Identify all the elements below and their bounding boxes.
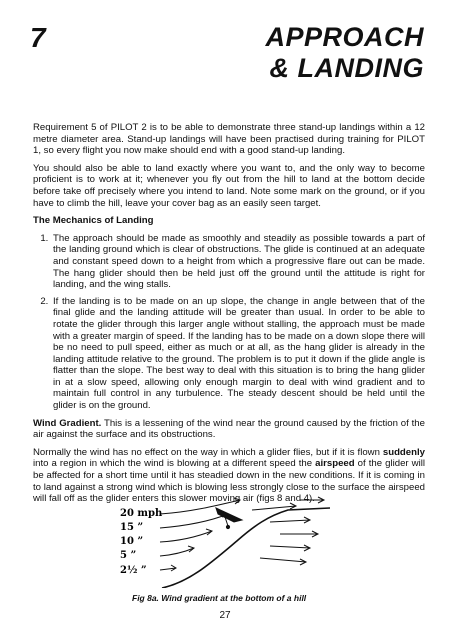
body-text <box>33 122 425 511</box>
wind-arrows <box>160 497 324 571</box>
term-wind-gradient: Wind Gradient. <box>33 417 102 429</box>
chapter-number: 7 <box>30 22 46 53</box>
speed-label: 15 ” <box>120 522 144 533</box>
speed-label: 2½ ” <box>120 565 147 576</box>
numbered-list <box>33 233 425 412</box>
wind-gradient-definition: This is a lessening of the wind near the ground caused by the friction of the air against the surface and its obstructions. <box>33 417 425 441</box>
wind-gradient-figure <box>120 496 330 588</box>
paragraph-accuracy: You should also be able to land exactly where you want to, and the only way to become proficient is to work at it; whenever you fly out from the hill to land at the bottom decide before take off precisely where you intend to land. Note some mark on the ground, or if you have to climb the hill, leave your cover bag as an easily seen target. <box>33 162 425 209</box>
section-heading: The Mechanics of Landing <box>33 215 154 227</box>
chapter-title-line1: APPROACH <box>265 22 424 52</box>
list-item: 1. The approach should be made as smoothly and steadily as possible towards a part of the landing ground which is clear of obstructions. The glide is continued at an adequate and constant speed down to a height from which a progressive flare out can be made. The hang glider should then be held just off the ground until the attitude is right for landing, and the wing stalls. <box>51 233 425 291</box>
speed-label: 10 ” <box>120 536 144 547</box>
text-span: Normally the wind has no effect on the way in which a glider flies, but if it is flown <box>33 446 383 458</box>
figure-caption: Fig 8a. Wind gradient at the bottom of a hill <box>132 593 307 603</box>
text-span: of the glider will be affected for a short time until it has steadied down in the new conditions. If it is coming in to land against a strong wind which is blowing less strongly close to the surface the airspeed will fall off as the glider enters this slower moving air (figs 8 and 4). <box>33 458 425 505</box>
hang-glider-icon <box>216 508 242 529</box>
page-number: 27 <box>219 610 231 621</box>
chapter-title-line2: & LANDING <box>269 53 424 83</box>
list-item: 2. If the landing is to be made on an up slope, the change in angle between that of the final glide and the landing attitude will be greater than usual. In order to be able to rotate the glider through this larger angle without stalling, the approach must be made with a greater margin of speed. If the landing has to be made on a down slope there will be no need to pull speed, either as much or at all, as the hang glider is already in the landing attitude relative to the ground. The problem is to put it down if the glide angle is flatter than the slope. The best way to deal with this situation is to bring the hang glider in at a slow speed, allowing only enough margin to deal with wind gradient and to maintain full control in any turbulence. The steady descent should be held until the glider is on the ground. <box>51 296 425 412</box>
paragraph-requirement: Requirement 5 of PILOT 2 is to be able to demonstrate three stand-up landings within a 12 metre diameter area. Stand-up landings will have been practised during training for PILOT 1, so every flight you now make should end with a good stand-up landing. <box>33 122 425 157</box>
emphasis-suddenly: suddenly <box>382 446 425 458</box>
speed-label: 20 mph <box>120 508 163 519</box>
speed-label: 5 ” <box>120 550 137 561</box>
paragraph-wind-gradient <box>33 418 425 441</box>
text-span: into a region in which the wind is blowing at a different speed the <box>33 458 316 470</box>
chapter-title <box>265 22 424 84</box>
emphasis-airspeed: airspeed <box>315 458 355 470</box>
